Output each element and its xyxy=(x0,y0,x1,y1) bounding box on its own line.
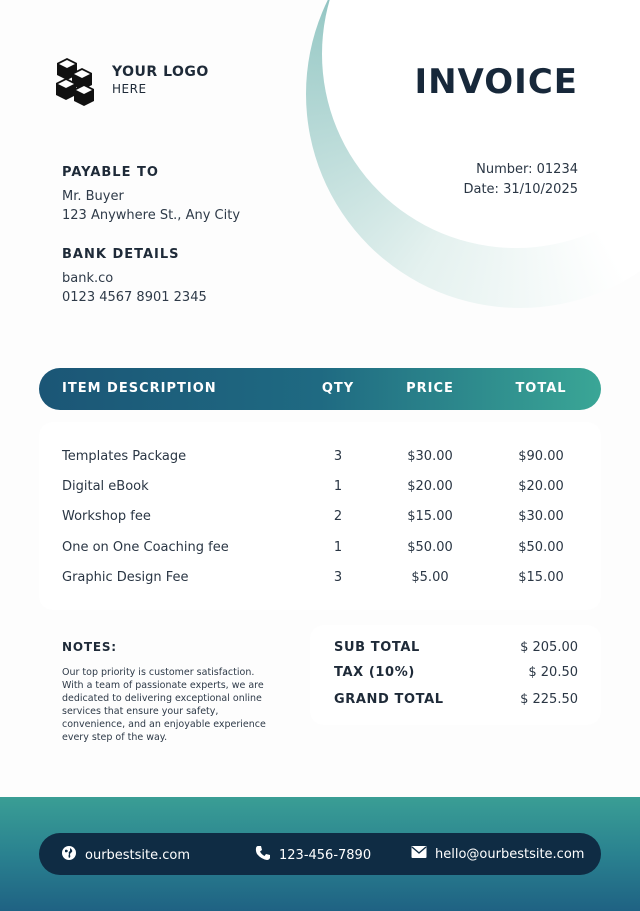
cubes-icon xyxy=(52,56,102,106)
item-description: Digital eBook xyxy=(62,479,149,494)
items-table-header xyxy=(39,368,601,410)
footer-website[interactable] xyxy=(61,845,190,865)
item-price: $15.00 xyxy=(407,509,453,524)
logo-title: YOUR LOGO xyxy=(112,64,209,80)
notes-section xyxy=(62,640,267,744)
header-item-description: ITEM DESCRIPTION xyxy=(62,381,217,396)
subtotal-label: SUB TOTAL xyxy=(334,640,420,655)
item-total: $15.00 xyxy=(518,570,564,585)
item-price: $20.00 xyxy=(407,479,453,494)
logo-text xyxy=(112,64,209,96)
item-qty: 1 xyxy=(333,540,343,555)
table-row xyxy=(39,449,601,469)
item-qty: 3 xyxy=(333,449,343,464)
item-total: $30.00 xyxy=(518,509,564,524)
email-text: hello@ourbestsite.com xyxy=(435,846,585,862)
bank-name: bank.co xyxy=(62,271,114,286)
logo-subtitle: HERE xyxy=(112,82,147,96)
bank-account: 0123 4567 8901 2345 xyxy=(62,290,207,305)
item-qty: 3 xyxy=(333,570,343,585)
globe-icon xyxy=(61,845,85,865)
header-total: TOTAL xyxy=(515,381,567,396)
payable-to-name: Mr. Buyer xyxy=(62,189,124,204)
website-text: ourbestsite.com xyxy=(85,847,191,863)
table-row xyxy=(39,540,601,560)
items-table xyxy=(39,422,601,610)
bank-details-section xyxy=(62,247,207,307)
table-row xyxy=(39,570,601,590)
payable-to-address: 123 Anywhere St., Any City xyxy=(62,208,241,223)
invoice-number: Number: 01234 xyxy=(476,162,578,177)
item-price: $50.00 xyxy=(407,540,453,555)
invoice-title: INVOICE xyxy=(414,62,578,102)
item-description: Workshop fee xyxy=(62,509,151,524)
subtotal-row xyxy=(334,640,578,658)
notes-heading: NOTES: xyxy=(62,640,117,654)
grand-total-value: $ 225.50 xyxy=(520,692,578,707)
phone-icon xyxy=(255,845,279,865)
item-price: $5.00 xyxy=(411,570,449,585)
grand-total-label: GRAND TOTAL xyxy=(334,692,444,707)
payable-to-section xyxy=(62,165,240,225)
subtotal-value: $ 205.00 xyxy=(520,640,578,655)
item-total: $20.00 xyxy=(518,479,564,494)
item-qty: 1 xyxy=(333,479,343,494)
table-row xyxy=(39,479,601,499)
envelope-icon xyxy=(411,845,435,863)
tax-row xyxy=(334,665,578,683)
invoice-meta xyxy=(463,160,578,200)
footer-phone[interactable] xyxy=(255,845,371,865)
item-total: $50.00 xyxy=(518,540,564,555)
bank-details-heading: BANK DETAILS xyxy=(62,247,180,262)
item-description: Graphic Design Fee xyxy=(62,570,189,585)
notes-body: Our top priority is customer satisfaction. With a team of passionate experts, we are dedicated to delivering exceptional online services that ensure your safety, convenience, and an enjoyable experience every step of the way. xyxy=(62,667,266,743)
payable-to-heading: PAYABLE TO xyxy=(62,165,159,180)
grand-total-row xyxy=(334,692,578,710)
tax-value: $ 20.50 xyxy=(528,665,578,680)
table-row xyxy=(39,509,601,529)
invoice-date: Date: 31/10/2025 xyxy=(463,182,578,197)
header-price: PRICE xyxy=(406,381,454,396)
tax-label: TAX (10%) xyxy=(334,665,415,680)
header-qty: QTY xyxy=(321,381,355,396)
item-qty: 2 xyxy=(333,509,343,524)
item-total: $90.00 xyxy=(518,449,564,464)
phone-text: 123-456-7890 xyxy=(279,847,372,863)
footer-email[interactable] xyxy=(411,845,584,863)
item-price: $30.00 xyxy=(407,449,453,464)
totals-card xyxy=(310,625,601,725)
item-description: Templates Package xyxy=(62,449,187,464)
item-description: One on One Coaching fee xyxy=(62,540,229,555)
footer-contact-bar xyxy=(39,833,601,875)
